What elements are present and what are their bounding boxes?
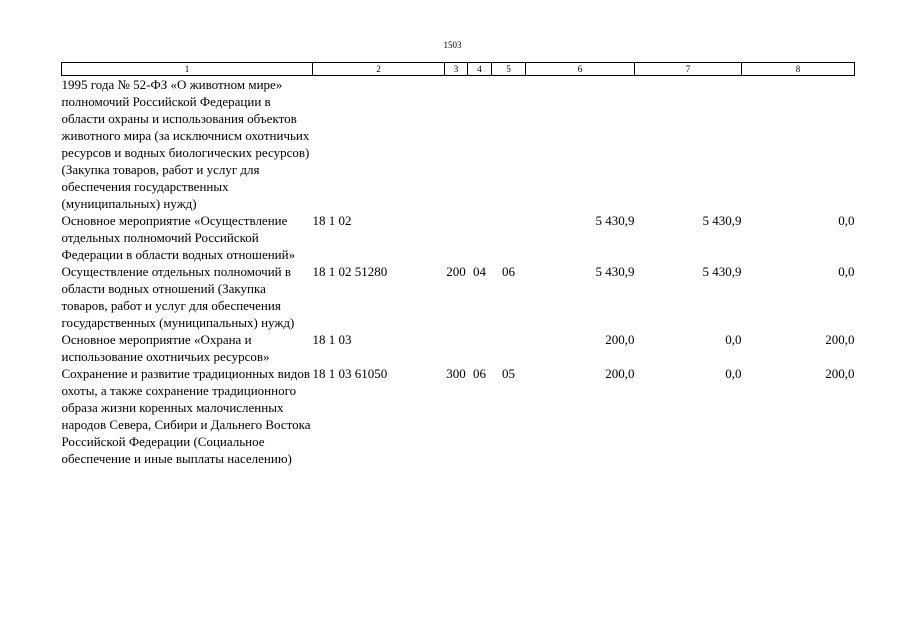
row-subsection — [492, 76, 526, 213]
row-name: 1995 года № 52-ФЗ «О животном мире» полномочий Российской Федерации в области охраны и использования объектов животного мира (за исключнисм охотничьих ресурсов и водных биологических ресурсов) (Закупка товаров, работ и услуг для обеспечения государственных (муниципальных) нужд) — [61, 77, 310, 211]
table-row — [62, 365, 855, 467]
page-number: 1503 — [443, 40, 462, 50]
column-number: 1 — [62, 63, 313, 76]
column-number: 3 — [445, 63, 468, 76]
column-number-header — [62, 63, 855, 76]
row-amount-7: 5 430,9 — [702, 213, 742, 228]
row-section: 04 — [473, 264, 486, 279]
row-name: Сохранение и развитие традиционных видов охоты, а также сохранение традиционного образа жизни коренных малочисленных народов Севера, Сибири и Дальнего Востока Российской Федерации (Социальное обеспечение и иные выплаты населению) — [61, 366, 311, 466]
row-amount-7: 0,0 — [725, 366, 742, 381]
row-total: 200,0 — [605, 366, 635, 381]
row-section: 06 — [473, 366, 486, 381]
row-section — [468, 76, 492, 213]
row-name: Основное мероприятие «Охрана и использование охотничьих ресурсов» — [61, 332, 270, 364]
row-amount-8: 200,0 — [825, 332, 855, 347]
row-section — [468, 212, 492, 263]
column-number: 2 — [313, 63, 445, 76]
header-row — [62, 63, 855, 76]
row-amount-7: 5 430,9 — [702, 264, 742, 279]
budget-table — [61, 62, 855, 467]
row-expense-type — [445, 76, 468, 213]
row-code — [313, 76, 445, 213]
table-row — [62, 331, 855, 365]
table-row — [62, 212, 855, 263]
column-number: 4 — [468, 63, 492, 76]
table-row — [62, 76, 855, 213]
row-total — [526, 76, 635, 213]
row-code: 18 1 02 51280 — [312, 264, 388, 279]
table-row — [62, 263, 855, 331]
row-amount-7 — [635, 76, 742, 213]
row-expense-type — [445, 331, 468, 365]
row-code: 18 1 03 — [312, 332, 352, 347]
row-section — [468, 331, 492, 365]
row-subsection — [492, 212, 526, 263]
column-number: 6 — [526, 63, 635, 76]
row-expense-type: 200 — [446, 264, 466, 279]
row-code: 18 1 02 — [312, 213, 352, 228]
column-number: 5 — [492, 63, 526, 76]
row-total: 5 430,9 — [595, 213, 635, 228]
row-amount-8: 0,0 — [838, 213, 855, 228]
column-number: 8 — [742, 63, 855, 76]
row-name: Основное мероприятие «Осуществление отдельных полномочий Российской Федерации в области водных отношений» — [61, 213, 296, 262]
row-expense-type: 300 — [446, 366, 466, 381]
row-amount-8 — [742, 76, 855, 213]
row-amount-8: 0,0 — [838, 264, 855, 279]
row-amount-7: 0,0 — [725, 332, 742, 347]
row-name: Осуществление отдельных полномочий в области водных отношений (Закупка товаров, работ и услуг для обеспечения государственных (муниципальных) нужд) — [61, 264, 295, 330]
row-code: 18 1 03 61050 — [312, 366, 388, 381]
row-total: 5 430,9 — [595, 264, 635, 279]
row-amount-8: 200,0 — [825, 366, 855, 381]
row-expense-type — [445, 212, 468, 263]
row-subsection: 06 — [502, 264, 515, 279]
row-subsection — [492, 331, 526, 365]
row-total: 200,0 — [605, 332, 635, 347]
row-subsection: 05 — [502, 366, 515, 381]
column-number: 7 — [635, 63, 742, 76]
